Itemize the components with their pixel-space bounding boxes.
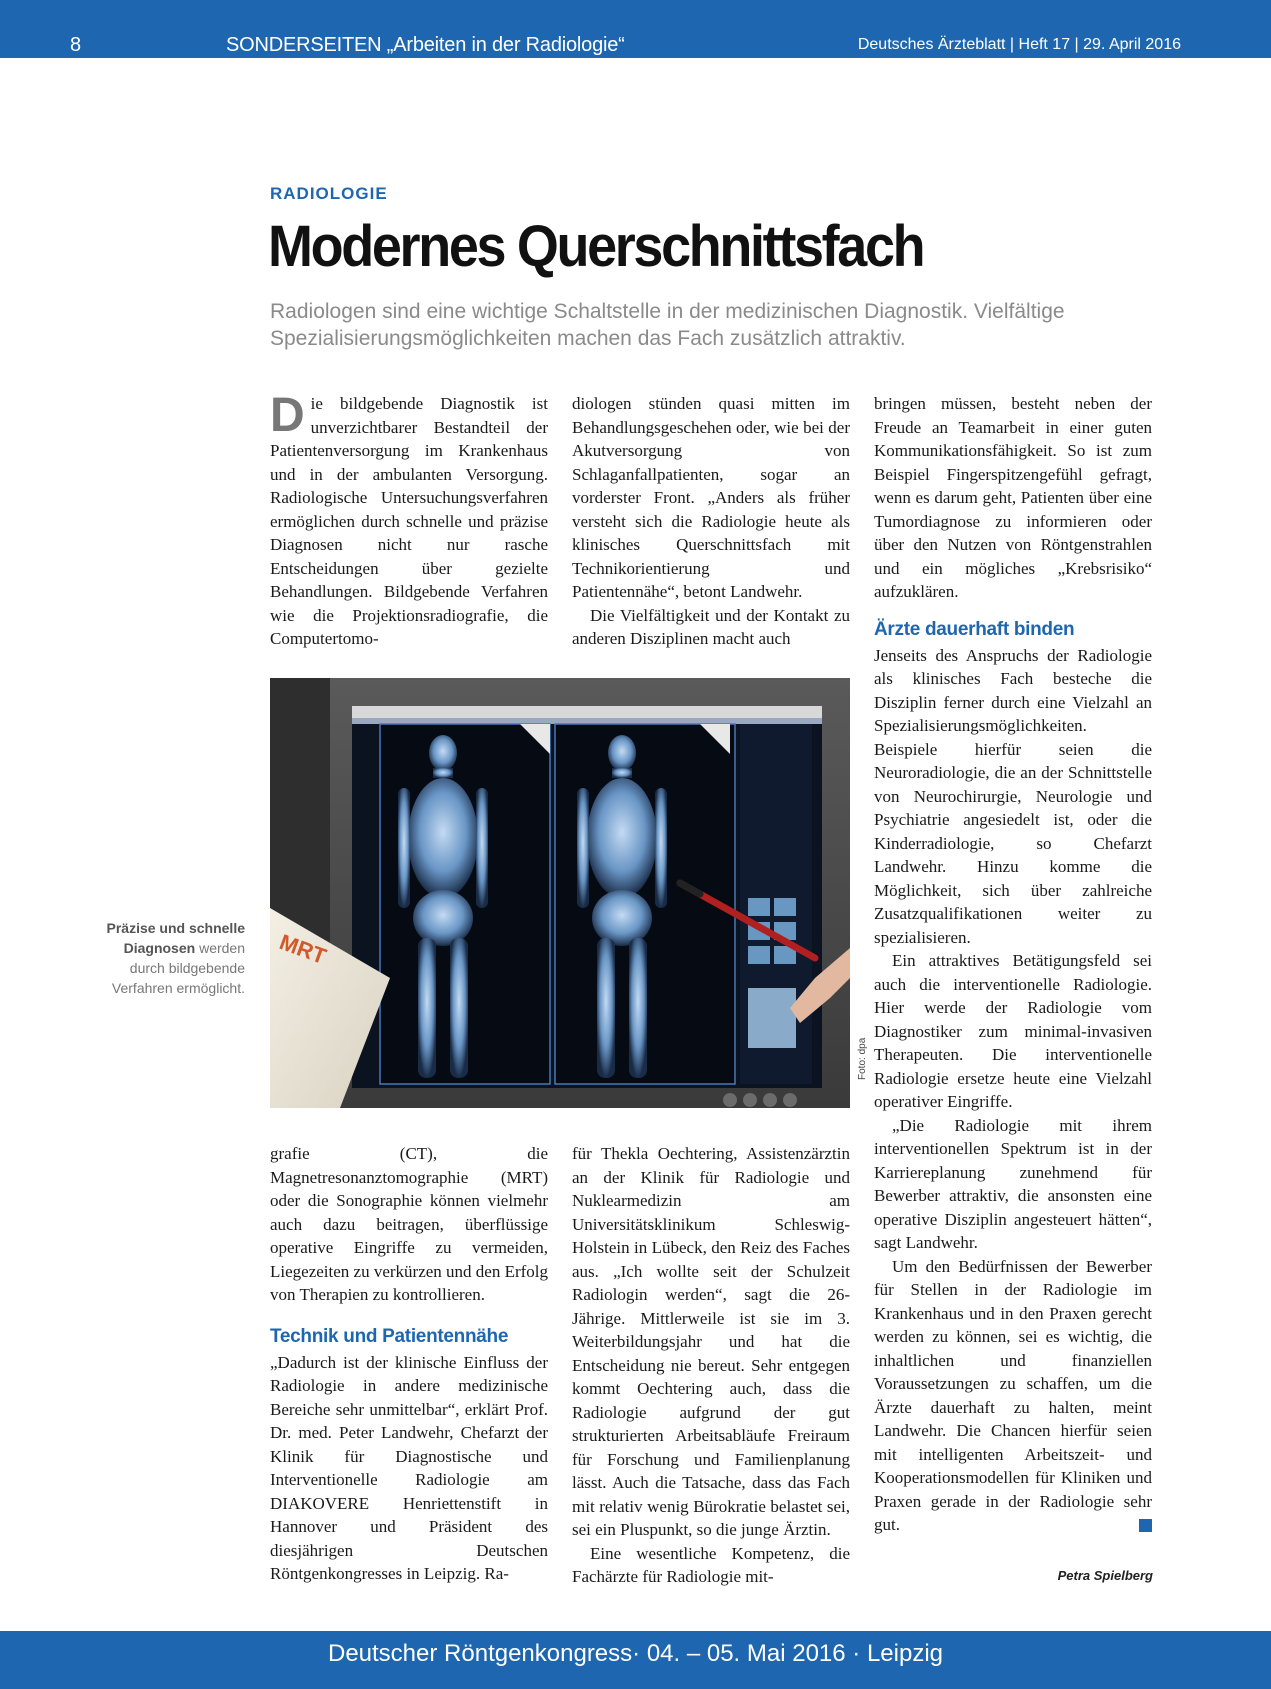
footer-bar <box>0 1631 1271 1689</box>
photo-caption <box>100 918 245 998</box>
body-paragraph: grafie (CT), die Magnetresonanztomographie (MRT) oder die Sonographie können vielmehr auch dazu beitragen, überflüssige operative Eingriffe zu vermeiden, Liegezeiten zu verkürzen und den Erfolg von Therapien zu kontrollieren. <box>270 1144 549 1304</box>
column-3 <box>874 392 1152 1537</box>
header-bar <box>0 0 1271 58</box>
body-paragraph: Um den Bedürfnissen der Bewerber für Stellen in der Radiologie im Krankenhaus und in den Praxen gerecht werden zu können, sei es wichtig, die inhaltlichen und finanziellen Voraussetzungen zu schaffen, um die Ärzte dauerhaft zu halten, meint Landwehr. Die Chancen hierfür seien mit intelligenten Arbeitszeit- und Kooperationsmodellen für Kliniken und Praxen gerade in der Radiologie sehr gut. <box>874 1256 1152 1534</box>
end-mark-icon <box>1139 1519 1152 1532</box>
subheading: Ärzte dauerhaft binden <box>874 618 1075 640</box>
body-paragraph: Eine wesentliche Kompetenz, die Fachärzte für Radiologie mit- <box>572 1543 850 1586</box>
body-paragraph: Jenseits des Anspruchs der Radiologie als klinisches Fach besteche die Disziplin ferner durch eine Vielzahl an Spezialisierungsmöglichkeiten. Beispiele hierfür seien die Neuroradiologie, die an der Schnittstelle von Neurochirurgie, Neurologie und Psychiatrie angesiedelt ist, oder die Kinderradiologie, so Chefarzt Landwehr. Hinzu komme die Möglichkeit, sich über zahlreiche Zusatzqualifikationen weiter zu spezialisieren. <box>874 645 1152 947</box>
column-2-top <box>572 392 850 651</box>
body-paragraph: ie bildgebende Diagnostik ist unverzichtbarer Bestandteil der Patientenversorgung im Krankenhaus und in der ambulanten Versorgung. Radiologische Untersuchungsverfahren ermöglichen durch schnelle und präzise Diagnosen nicht nur rasche Entscheidungen über gezielte Behandlungen. Bildgebende Verfahren wie die Projektionsradiografie, die Computertomo- <box>270 394 548 648</box>
subheading: Technik und Patientennähe <box>270 1325 509 1347</box>
body-paragraph: Ein attraktives Betätigungsfeld sei auch die interventionelle Radiologie. Hier werde der Radiologie vom Diagnostiker zum minimal-invasiven Therapeuten. Die interventionelle Radiologie ersetze heute eine Vielzahl operativer Eingriffe. <box>874 951 1152 1111</box>
footer-text: Deutscher Röntgenkongress· 04. – 05. Mai 2016 · Leipzig <box>327 1640 944 1667</box>
column-2-bottom <box>572 1142 850 1589</box>
page-number: 8 <box>70 34 82 56</box>
body-paragraph: Die Vielfältigkeit und der Kontakt zu anderen Disziplinen macht auch <box>572 605 850 648</box>
article-photo <box>270 678 850 1108</box>
body-paragraph: „Die Radiologie mit ihrem interventionellen Spektrum ist in der Karriereplanung zunehmend für Bewerber attraktiv, die ansonsten eine operative Disziplin angesteuert hätten“, sagt Landwehr. <box>874 1115 1152 1252</box>
body-paragraph: diologen stünden quasi mitten im Behandlungsgeschehen oder, wie bei der Akutversorgung von Schlaganfallpatienten, sogar an vorderster Front. „Anders als früher versteht sich die Radiologie heute als klinisches Querschnittsfach mit Technikorientierung und Patientennähe“, betont Landwehr. <box>572 394 850 601</box>
author-byline: Petra Spielberg <box>1057 1568 1153 1583</box>
caption-text: werden durch bildgebende Verfahren ermöglicht. <box>111 940 245 996</box>
column-1-bottom <box>270 1142 548 1586</box>
body-paragraph: für Thekla Oechtering, Assistenzärztin an der Klinik für Radiologie und Nuklearmedizin am Universitätsklinikum Schleswig-Holstein in Lübeck, den Reiz des Faches aus. „Ich wollte seit der Schulzeit Radiologin werden“, sagt die 26-Jährige. Mittlerweile ist sie im 3. Weiterbildungsjahr und hat die Entscheidung nie bereut. Sehr entgegen kommt Oechtering auch, dass die Radiologie aufgrund der gut strukturierten Arbeitsabläufe Freiraum für Forschung und Familienplanung lässt. Auch die Tatsache, dass das Fach mit relativ wenig Bürokratie belastet sei, sei ein Pluspunkt, so die junge Ärztin. <box>572 1144 850 1539</box>
photo-credit: Foto: dpa <box>857 1037 868 1080</box>
article-title: Modernes Querschnittsfach <box>268 214 924 279</box>
caption-bold: Präzise und schnelle Diagnosen <box>106 920 245 956</box>
article-dek: Radiologen sind eine wichtige Schaltstelle in der medizinischen Diagnostik. Vielfältige Spezialisierungsmöglichkeiten machen das Fach zusätzlich attraktiv. <box>270 300 1065 350</box>
article-kicker: RADIOLOGIE <box>270 184 388 203</box>
body-paragraph: bringen müssen, besteht neben der Freude an Teamarbeit in einer guten Kommunikationsfähigkeit. So ist zum Beispiel Fingerspitzengefühl gefragt, wenn es darum geht, Patienten über eine Tumordiagnose zu informieren oder über den Nutzen von Röntgenstrahlen und ein mögliches „Krebsrisiko“ aufzuklären. <box>874 394 1152 601</box>
svg-text:MRT: MRT <box>276 929 330 969</box>
body-paragraph: „Dadurch ist der klinische Einfluss der Radiologie in andere medizinische Bereiche sehr unmittelbar“, erklärt Prof. Dr. med. Peter Landwehr, Chefarzt der Klinik für Diagnostische und Interventionelle Radiologie am DIAKOVERE Henriettenstift in Hannover und Präsident des diesjährigen Deutschen Röntgenkongresses in Leipzig. Ra- <box>270 1352 548 1583</box>
issue-info: Deutsches Ärzteblatt | Heft 17 | 29. April 2016 <box>857 36 1181 53</box>
mri-monitor-image <box>270 678 850 1108</box>
section-title: SONDERSEITEN „Arbeiten in der Radiologie“ <box>226 34 625 56</box>
column-1-top <box>270 389 548 651</box>
drop-cap: D <box>270 389 305 442</box>
